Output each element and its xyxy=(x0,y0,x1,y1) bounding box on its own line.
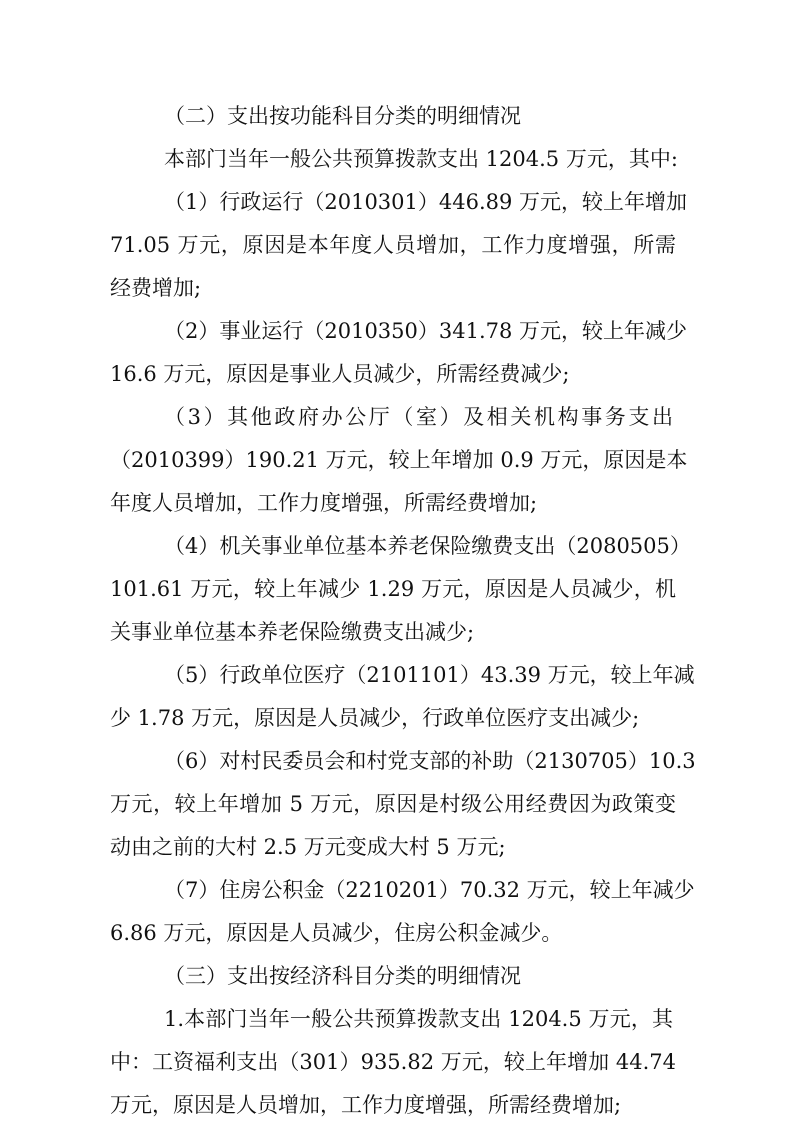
paragraph-line: 经费增加; xyxy=(110,276,202,300)
paragraph-line: （4）机关事业单位基本养老保险缴费支出（2080505） xyxy=(164,534,691,558)
paragraph-line: 万元，较上年增加 5 万元，原因是村级公用经费因为政策变 xyxy=(110,792,676,816)
paragraph-line: 本部门当年一般公共预算拨款支出 1204.5 万元，其中: xyxy=(164,147,678,171)
section-heading-functional: （二）支出按功能科目分类的明细情况 xyxy=(164,104,521,128)
paragraph-line: 1.本部门当年一般公共预算拨款支出 1204.5 万元，其 xyxy=(164,1007,673,1031)
paragraph-line: （3）其他政府办公厅（室）及相关机构事务支出 xyxy=(164,405,673,429)
paragraph-line: （2）事业运行（2010350）341.78 万元，较上年减少 xyxy=(164,319,688,343)
paragraph-line: 动由之前的大村 2.5 万元变成大村 5 万元; xyxy=(110,835,506,859)
paragraph-line: 少 1.78 万元，原因是人员减少，行政单位医疗支出减少; xyxy=(110,706,640,730)
paragraph-line: （5）行政单位医疗（2101101）43.39 万元，较上年减 xyxy=(164,663,695,687)
paragraph-line: 101.61 万元，较上年减少 1.29 万元，原因是人员减少，机 xyxy=(110,577,676,601)
paragraph-line: 71.05 万元，原因是本年度人员增加，工作力度增强，所需 xyxy=(110,233,676,257)
paragraph-line: 16.6 万元，原因是事业人员减少，所需经费减少; xyxy=(110,362,570,386)
paragraph-line: 中：工资福利支出（301）935.82 万元，较上年增加 44.74 xyxy=(110,1050,676,1074)
paragraph-line: （6）对村民委员会和村党支部的补助（2130705）10.3 xyxy=(164,749,696,773)
paragraph-line: 6.86 万元，原因是人员减少，住房公积金减少。 xyxy=(110,921,563,945)
section-heading-economic: （三）支出按经济科目分类的明细情况 xyxy=(164,964,521,988)
paragraph-line: （7）住房公积金（2210201）70.32 万元，较上年减少 xyxy=(164,878,695,902)
paragraph-line: 万元，原因是人员增加，工作力度增强，所需经费增加; xyxy=(110,1093,622,1117)
paragraph-line: （1）行政运行（2010301）446.89 万元，较上年增加 xyxy=(164,190,688,214)
paragraph-line: （2010399）190.21 万元，较上年增加 0.9 万元，原因是本 xyxy=(110,448,688,472)
paragraph-line: 关事业单位基本养老保险缴费支出减少; xyxy=(110,620,475,644)
paragraph-line: 年度人员增加，工作力度增强，所需经费增加; xyxy=(110,491,538,515)
